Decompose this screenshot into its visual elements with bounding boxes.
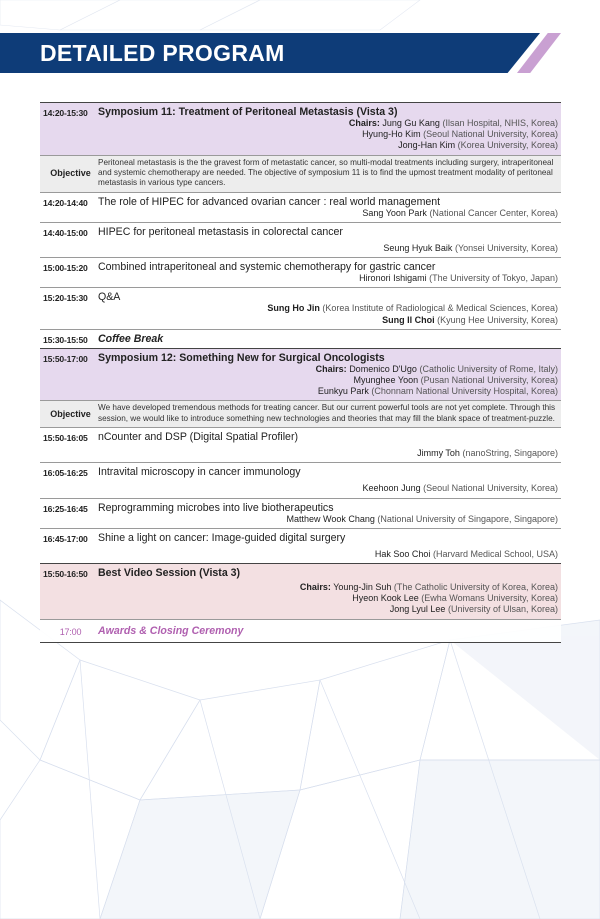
chairs-list (98, 118, 558, 152)
session-title: Intravital microscopy in cancer immunology (98, 466, 301, 479)
speaker-name: Jimmy Toh (417, 448, 460, 459)
session-title: Reprogramming microbes into live biotherapeutics (98, 501, 334, 514)
speaker-name: Sang Yoon Park (362, 207, 427, 218)
session-title: HIPEC for peritoneal metastasis in colorectal cancer (98, 226, 343, 239)
speaker-affiliation: (Yonsei University, Korea) (454, 243, 558, 254)
objective-text: We have developed tremendous methods for treating cancer. But our current powerful tools are not yet complete. Through this session, we would like to introduce something new technologies and theories that may fill the blank space of treatment-puzzle. (98, 403, 556, 423)
chair-affiliation: (Chonnam National University Hospital, Korea) (371, 386, 558, 397)
speaker-name: Hironori Ishigami (359, 273, 427, 284)
speaker-affiliation: (National Cancer Center, Korea) (429, 207, 558, 218)
chair-affiliation: (Ewha Womans University, Korea) (421, 593, 558, 604)
chair-affiliation: (Ilsan Hospital, NHIS, Korea) (442, 118, 558, 128)
chair-affiliation: (Korea University, Korea) (457, 140, 558, 151)
session-time: 15:20-15:30 (43, 293, 88, 304)
chair-name: Eunkyu Park (317, 386, 369, 397)
chair-name: Jong-Han Kim (398, 140, 456, 151)
speaker-affiliation: (Harvard Medical School, USA) (432, 548, 558, 559)
chair-name: Hyeon Kook Lee (352, 593, 419, 604)
session-title: Q&A (98, 291, 121, 304)
objective-row (40, 156, 561, 193)
chair-name: Jong Lyul Lee (389, 604, 446, 615)
chair-affiliation: (University of Ulsan, Korea) (447, 604, 558, 615)
session-time: 16:05-16:25 (43, 468, 88, 479)
session-title: Combined intraperitoneal and systemic chemotherapy for gastric cancer (98, 261, 436, 274)
session-time: 15:00-15:20 (43, 263, 88, 274)
session-row (40, 499, 561, 529)
speaker-name: Matthew Wook Chang (286, 513, 375, 524)
session-time: 15:50-16:05 (43, 433, 88, 444)
session-time: 15:50-16:50 (43, 569, 88, 580)
session-row-best-video (40, 564, 561, 620)
chair-affiliation: (Catholic University of Rome, Italy) (419, 363, 558, 374)
chair-name: Myunghee Yoon (353, 375, 419, 386)
session-row-closing (40, 620, 561, 643)
speaker-affiliation: (National University of Singapore, Singapore) (377, 513, 558, 524)
session-row (40, 258, 561, 288)
chair-name: Domenico D'Ugo (349, 363, 417, 374)
speaker-name: Sung Il Choi (382, 314, 435, 325)
chairs-label: Chairs: (348, 118, 380, 128)
session-time: 16:25-16:45 (43, 503, 88, 514)
session-time: 15:50-17:00 (43, 353, 88, 364)
session-row (40, 428, 561, 463)
chair-affiliation: (Pusan National University, Korea) (420, 375, 558, 386)
chairs-list (98, 364, 558, 398)
page-title: DETAILED PROGRAM (40, 40, 285, 66)
speaker-affiliation: (Kyung Hee University, Korea) (437, 314, 558, 325)
chair-affiliation: (The Catholic University of Korea, Korea) (393, 582, 558, 593)
session-title: Symposium 12: Something New for Surgical Oncologists (98, 351, 385, 364)
session-time: 15:30-15:50 (43, 334, 88, 345)
session-time: 14:20-14:40 (43, 197, 88, 208)
session-title: Coffee Break (98, 332, 164, 345)
session-row (40, 463, 561, 498)
chairs-label: Chairs: (315, 363, 347, 374)
session-row (40, 529, 561, 564)
speaker-affiliation: (Korea Institute of Radiological & Medical Sciences, Korea) (322, 303, 558, 314)
speaker-affiliation: (Seoul National University, Korea) (423, 483, 558, 494)
session-time: 17:00 (59, 626, 82, 637)
speaker-name: Keehoon Jung (362, 483, 421, 494)
session-time: 14:40-15:00 (43, 228, 88, 239)
speaker-affiliation: (nanoString, Singapore) (462, 448, 558, 459)
session-title: Symposium 11: Treatment of Peritoneal Metastasis (Vista 3) (98, 106, 398, 118)
speaker-name: Hak Soo Choi (374, 548, 431, 559)
session-row-symposium-12 (40, 349, 561, 402)
session-row (40, 193, 561, 223)
session-row (40, 223, 561, 258)
speaker-name: Seung Hyuk Baik (383, 243, 453, 254)
session-title: nCounter and DSP (Digital Spatial Profiler) (98, 431, 299, 444)
chair-name: Young-Jin Suh (333, 582, 392, 593)
speaker-affiliation: (The University of Tokyo, Japan) (429, 273, 558, 284)
objective-text: Peritoneal metastasis is the the gravest form of metastatic cancer, so multi-modal treatments including surgery, intraperitoneal and systemic chemotherapy are needed. The objective of symposium 11 is to find the upmost treatment modality of peritoneal metastasis in various type cancers. (98, 157, 554, 188)
session-row-qa (40, 288, 561, 329)
session-title: Best Video Session (Vista 3) (98, 567, 241, 580)
chair-name: Hyung-Ho Kim (362, 129, 421, 140)
objective-label: Objective (50, 408, 91, 419)
session-row-break (40, 330, 561, 349)
speakers-list (98, 303, 558, 325)
objective-row (40, 401, 561, 428)
objective-label: Objective (50, 168, 91, 179)
session-row-symposium-11 (40, 103, 561, 156)
chairs-label: Chairs: (299, 582, 331, 593)
chair-affiliation: (Seoul National University, Korea) (423, 129, 558, 140)
session-time: 16:45-17:00 (43, 533, 88, 544)
chair-name: Jung Gu Kang (382, 118, 440, 128)
session-title: Awards & Closing Ceremony (98, 624, 244, 637)
session-title: Shine a light on cancer: Image-guided digital surgery (98, 531, 346, 544)
session-time: 14:20-15:30 (43, 108, 88, 118)
session-title: The role of HIPEC for advanced ovarian cancer : real world management (98, 195, 441, 208)
speaker-name: Sung Ho Jin (267, 303, 320, 314)
program-table (40, 102, 561, 643)
chairs-list (98, 579, 558, 616)
